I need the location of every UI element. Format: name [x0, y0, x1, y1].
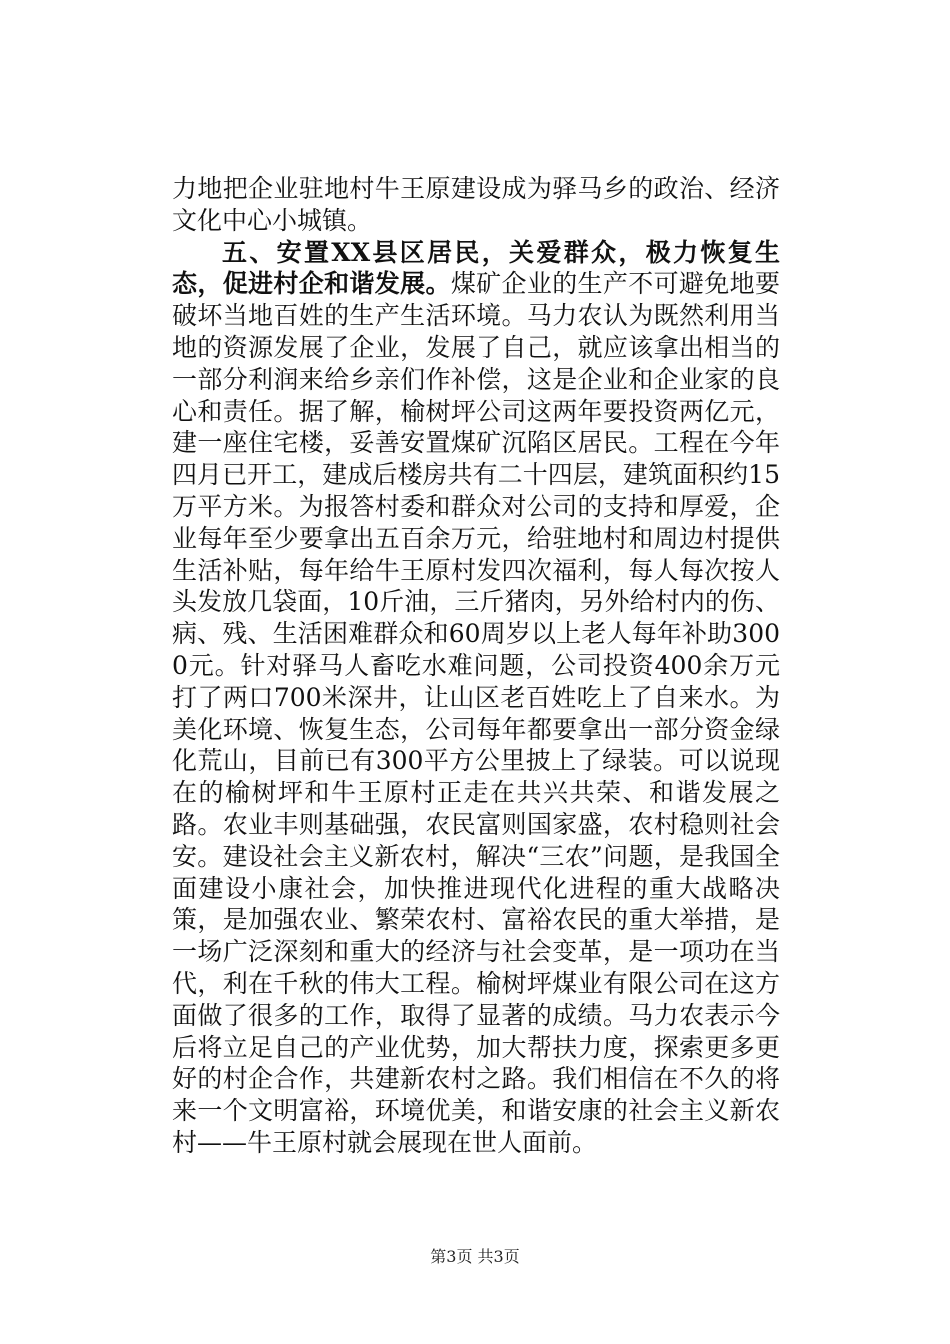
section-heading: 五、安置XX县区居民，关爱群众，极力恢复生态，促进村企和谐发展。: [172, 237, 780, 299]
paragraph-section-five: [172, 237, 780, 1159]
page-number-footer: 第3页 共3页: [430, 1247, 520, 1266]
document-body: [172, 173, 780, 1159]
paragraph-continuation: 力地把企业驻地村牛王原建设成为驿马乡的政治、经济文化中心小城镇。: [172, 174, 780, 235]
section-body: 煤矿企业的生产不可避免地要破坏当地百姓的生产生活环境。马力农认为既然利用当地的资源发展了企业，发展了自己，就应该拿出相当的一部分利润来给乡亲们作补偿，这是企业和企业家的良心和责任。据了解，榆树坪公司这两年要投资两亿元，建一座住宅楼，妥善安置煤矿沉陷区居民。工程在今年四月已开工，建成后楼房共有二十四层，建筑面积约15万平方米。为报答村委和群众对公司的支持和厚爱，企业每年至少要拿出五百余万元，给驻地村和周边村提供生活补贴，每年给牛王原村发四次福利，每人每次按人头发放几袋面，10斤油，三斤猪肉，另外给村内的伤、病、残、生活困难群众和60周岁以上老人每年补助3000元。针对驿马人畜吃水难问题，公司投资400余万元打了两口700米深井，让山区老百姓吃上了自来水。为美化环境、恢复生态，公司每年都要拿出一部分资金绿化荒山，目前已有300平方公里披上了绿装。可以说现在的榆树坪和牛王原村正走在共兴共荣、和谐发展之路。农业丰则基础强，农民富则国家盛，农村稳则社会安。建设社会主义新农村，解决“三农”问题，是我国全面建设小康社会，加快推进现代化进程的重大战略决策，是加强农业、繁荣农村、富裕农民的重大举措，是一场广泛深刻和重大的经济与社会变革，是一项功在当代，利在千秋的伟大工程。榆树坪煤业有限公司在这方面做了很多的工作，取得了显著的成绩。马力农表示今后将立足自己的产业优势，加大帮扶力度，探索更多更好的村企合作，共建新农村之路。我们相信在不久的将来一个文明富裕，环境优美，和谐安康的社会主义新农村——牛王原村就会展现在世人面前。: [172, 269, 780, 1157]
